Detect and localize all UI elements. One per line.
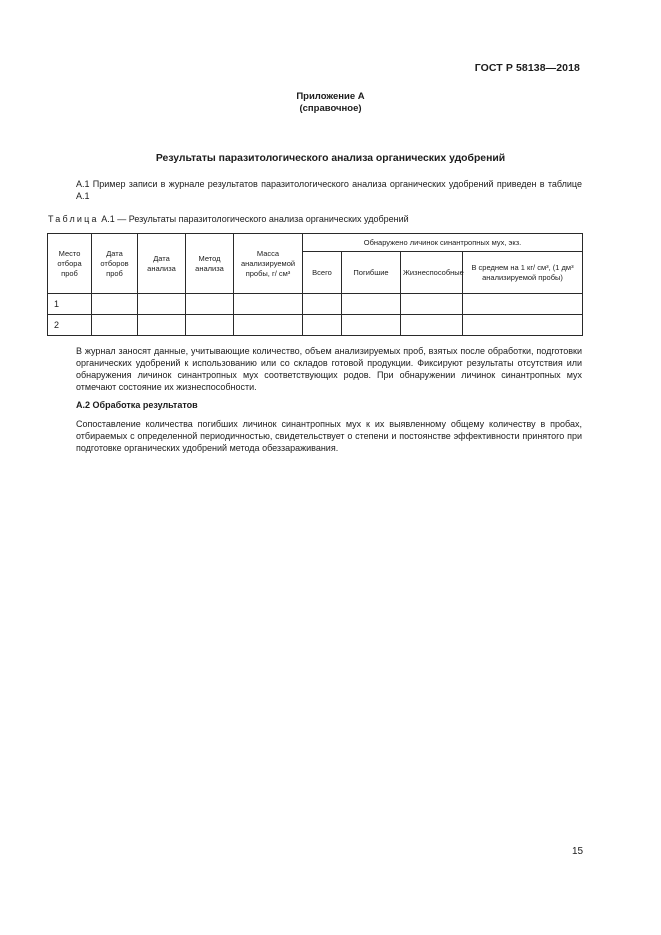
header-viable: Жизнеспособные — [401, 252, 463, 294]
subsection-title: А.2 Обработка результатов — [76, 400, 198, 410]
table-cell — [303, 315, 342, 336]
table-header-row — [48, 234, 583, 252]
table-row — [48, 294, 583, 315]
intro-paragraph — [48, 178, 582, 202]
table-caption-text: А.1 — Результаты паразитологического анализа органических удобрений — [98, 214, 409, 224]
header-analysis-date: Дата анализа — [138, 234, 186, 294]
appendix-label: Приложение А — [296, 91, 365, 102]
header-method: Метод анализа — [186, 234, 234, 294]
results-journal-table — [47, 233, 583, 336]
row-number: 2 — [48, 315, 92, 336]
table-cell — [463, 315, 583, 336]
page-number: 15 — [572, 846, 584, 857]
header-sample-mass: Масса анализируемой пробы, г/ см³ — [234, 234, 303, 294]
journal-paragraph — [48, 345, 582, 393]
header-average-per-kg: В среднем на 1 кг/ см³, (1 дм³ анализируемой пробы) — [463, 252, 583, 294]
table-cell — [92, 294, 138, 315]
header-total: Всего — [303, 252, 342, 294]
table-cell — [234, 315, 303, 336]
table-cell — [186, 294, 234, 315]
processing-paragraph-text: Сопоставление количества погибших личинок синантропных мух к их выявленному общему количеству в пробах, отбираемых с определенной периодичностью, свидетельствует о степени и постоянстве эффективности принятого при подготовке органических удобрений метода обеззараживания. — [76, 419, 582, 453]
processing-paragraph — [48, 418, 582, 454]
table-cell — [401, 315, 463, 336]
table-cell — [401, 294, 463, 315]
row-number: 1 — [48, 294, 92, 315]
header-larvae-found-group: Обнаружено личинок синантропных мух, экз. — [303, 234, 583, 252]
header-sampling-date: Дата отборов проб — [92, 234, 138, 294]
table-row — [48, 315, 583, 336]
intro-paragraph-text: А.1 Пример записи в журнале результатов паразитологического анализа органических удобрений приведен в таблице А.1 — [76, 179, 582, 201]
table-cell — [186, 315, 234, 336]
table-cell — [303, 294, 342, 315]
table-caption — [48, 214, 409, 224]
table-cell — [92, 315, 138, 336]
table-cell — [342, 315, 401, 336]
table-cell — [234, 294, 303, 315]
table-cell — [463, 294, 583, 315]
table-caption-prefix: Таблица — [48, 214, 99, 224]
header-dead: Погибшие — [342, 252, 401, 294]
table-cell — [342, 294, 401, 315]
section-title: Результаты паразитологического анализа органических удобрений — [155, 153, 506, 164]
standard-number: ГОСТ Р 58138—2018 — [474, 62, 580, 74]
appendix-subtitle: (справочное) — [299, 103, 362, 114]
table-cell — [138, 294, 186, 315]
header-place: Место отбора проб — [48, 234, 92, 294]
journal-paragraph-text: В журнал заносят данные, учитывающие количество, объем анализируемых проб, взятых после обработки, подготовки органических удобрений к использованию или со складов готовой продукции. Фиксируют результаты отсутствия или обнаружения личинок синантропных мух соответствующих родов. При обнаружении личинок синантропных мух отмечают состояние их жизнеспособности. — [76, 346, 582, 392]
table-cell — [138, 315, 186, 336]
appendix-title — [0, 91, 661, 115]
